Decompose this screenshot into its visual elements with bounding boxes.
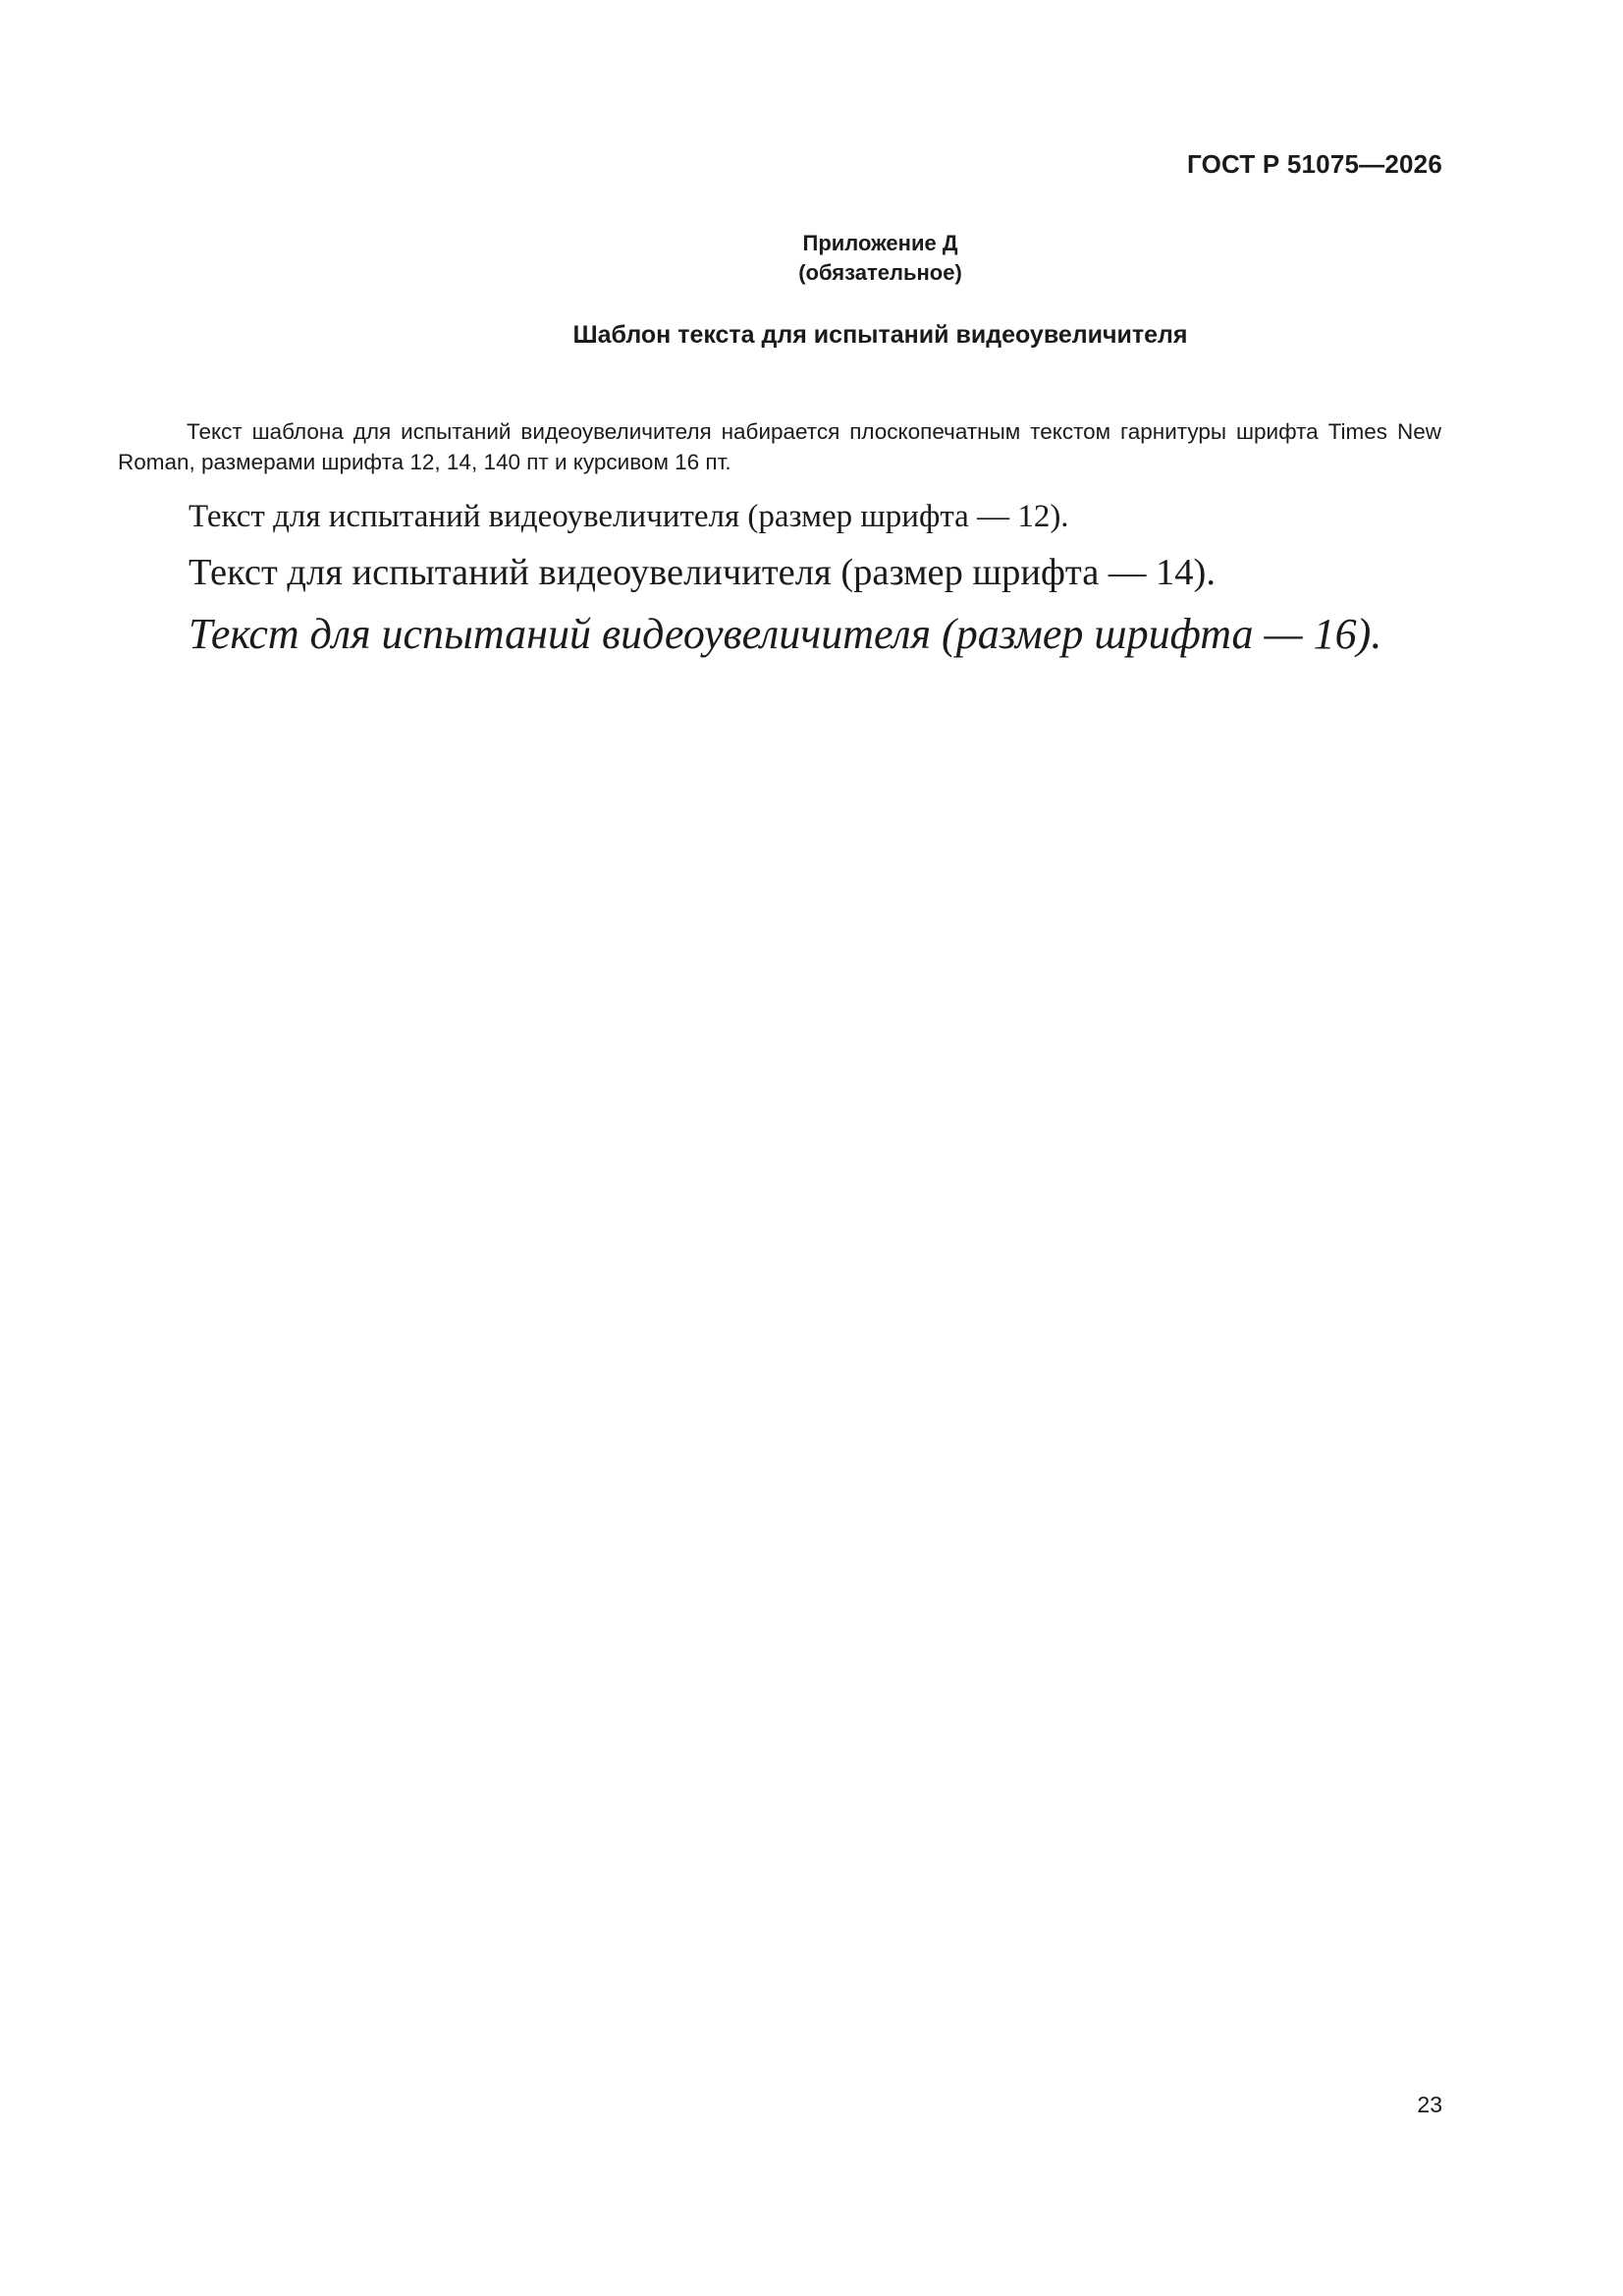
sample-text-size-14: Текст для испытаний видеоувеличителя (размер шрифта — 14).: [189, 552, 1216, 593]
appendix-status: (обязательное): [798, 260, 962, 285]
intro-paragraph: Текст шаблона для испытаний видеоувеличителя набирается плоскопечатным текстом гарнитуры шрифта Times New Roman, размерами шрифта 12, 14, 140 пт и курсивом 16 пт.: [118, 419, 1441, 474]
appendix-title: [0, 321, 1623, 350]
document-number: ГОСТ Р 51075—2026: [1187, 149, 1442, 179]
appendix-heading: [0, 229, 1623, 288]
sample-text-size-12: Текст для испытаний видеоувеличителя (размер шрифта — 12).: [189, 499, 1069, 534]
page-number: 23: [1417, 2092, 1442, 2117]
sample-text-size-16-italic: Текст для испытаний видеоувеличителя (размер шрифта — 16).: [189, 610, 1382, 658]
appendix-label: Приложение Д: [802, 231, 958, 255]
appendix-title-text: Шаблон текста для испытаний видеоувеличителя: [572, 321, 1188, 349]
